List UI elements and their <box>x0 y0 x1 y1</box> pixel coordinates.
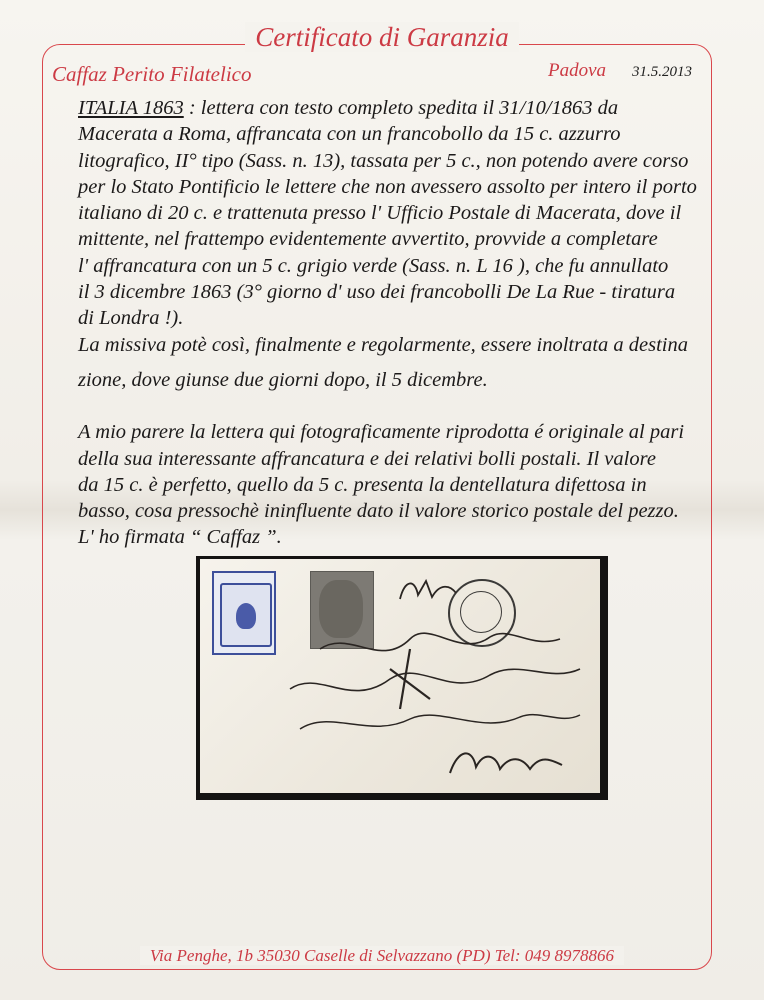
item-title: ITALIA 1863 <box>78 97 184 119</box>
body-line: italiano di 20 c. e trattenuta presso l' Ufficio Postale di Macerata, dove il <box>78 202 682 225</box>
body-line: La missiva potè così, finalmente e regolarmente, essere inoltrata a destina <box>78 333 688 356</box>
body-line: Macerata a Roma, affrancata con un francobollo da 15 c. azzurro <box>78 123 621 146</box>
footer-address <box>0 946 764 966</box>
body-line: di Londra !). <box>78 307 184 330</box>
body-line: A mio parere la lettera qui fotograficamente riprodotta é originale al pari <box>78 421 685 444</box>
body-line: della sua interessante affrancatura e dei relativi bolli postali. Il valore <box>78 447 656 470</box>
body-line: il 3 dicembre 1863 (3° giorno d' uso dei francobolli De La Rue - tiratura <box>78 281 676 304</box>
cover-photograph <box>196 556 608 800</box>
handwritten-address-icon <box>200 559 600 793</box>
certificate-title <box>0 22 764 53</box>
body-line: ITALIA 1863 : lettera con testo completo spedita il 31/10/1863 da <box>78 97 619 119</box>
body-line: mittente, nel frattempo evidentemente avvertito, provvide a completare <box>78 228 658 251</box>
footer-address-text: Via Penghe, 1b 35030 Caselle di Selvazzano (PD) Tel: 049 8978866 <box>140 946 624 965</box>
body-line: l' affrancatura con un 5 c. grigio verde (Sass. n. L 16 ), che fu annullato <box>78 254 669 277</box>
certificate-title-text: Certificato di Garanzia <box>245 22 519 52</box>
body-line: basso, cosa pressochè ininfluente dato il valore storico postale del pezzo. <box>78 500 679 523</box>
certificate-date: 31.5.2013 <box>632 64 692 80</box>
body-line: per lo Stato Pontificio le lettere che non avessero assolto per intero il porto <box>78 175 697 198</box>
expert-name: Caffaz Perito Filatelico <box>52 62 252 86</box>
certificate-place: Padova <box>548 60 607 81</box>
envelope <box>200 559 600 793</box>
certificate-body <box>78 95 718 551</box>
body-line: L' ho firmata “ Caffaz ”. <box>78 526 282 549</box>
body-line: da 15 c. è perfetto, quello da 5 c. presenta la dentellatura difettosa in <box>78 473 647 496</box>
body-line: zione, dove giunse due giorni dopo, il 5 dicembre. <box>78 368 488 391</box>
body-line: litografico, II° tipo (Sass. n. 13), tassata per 5 c., non potendo avere corso <box>78 149 689 172</box>
